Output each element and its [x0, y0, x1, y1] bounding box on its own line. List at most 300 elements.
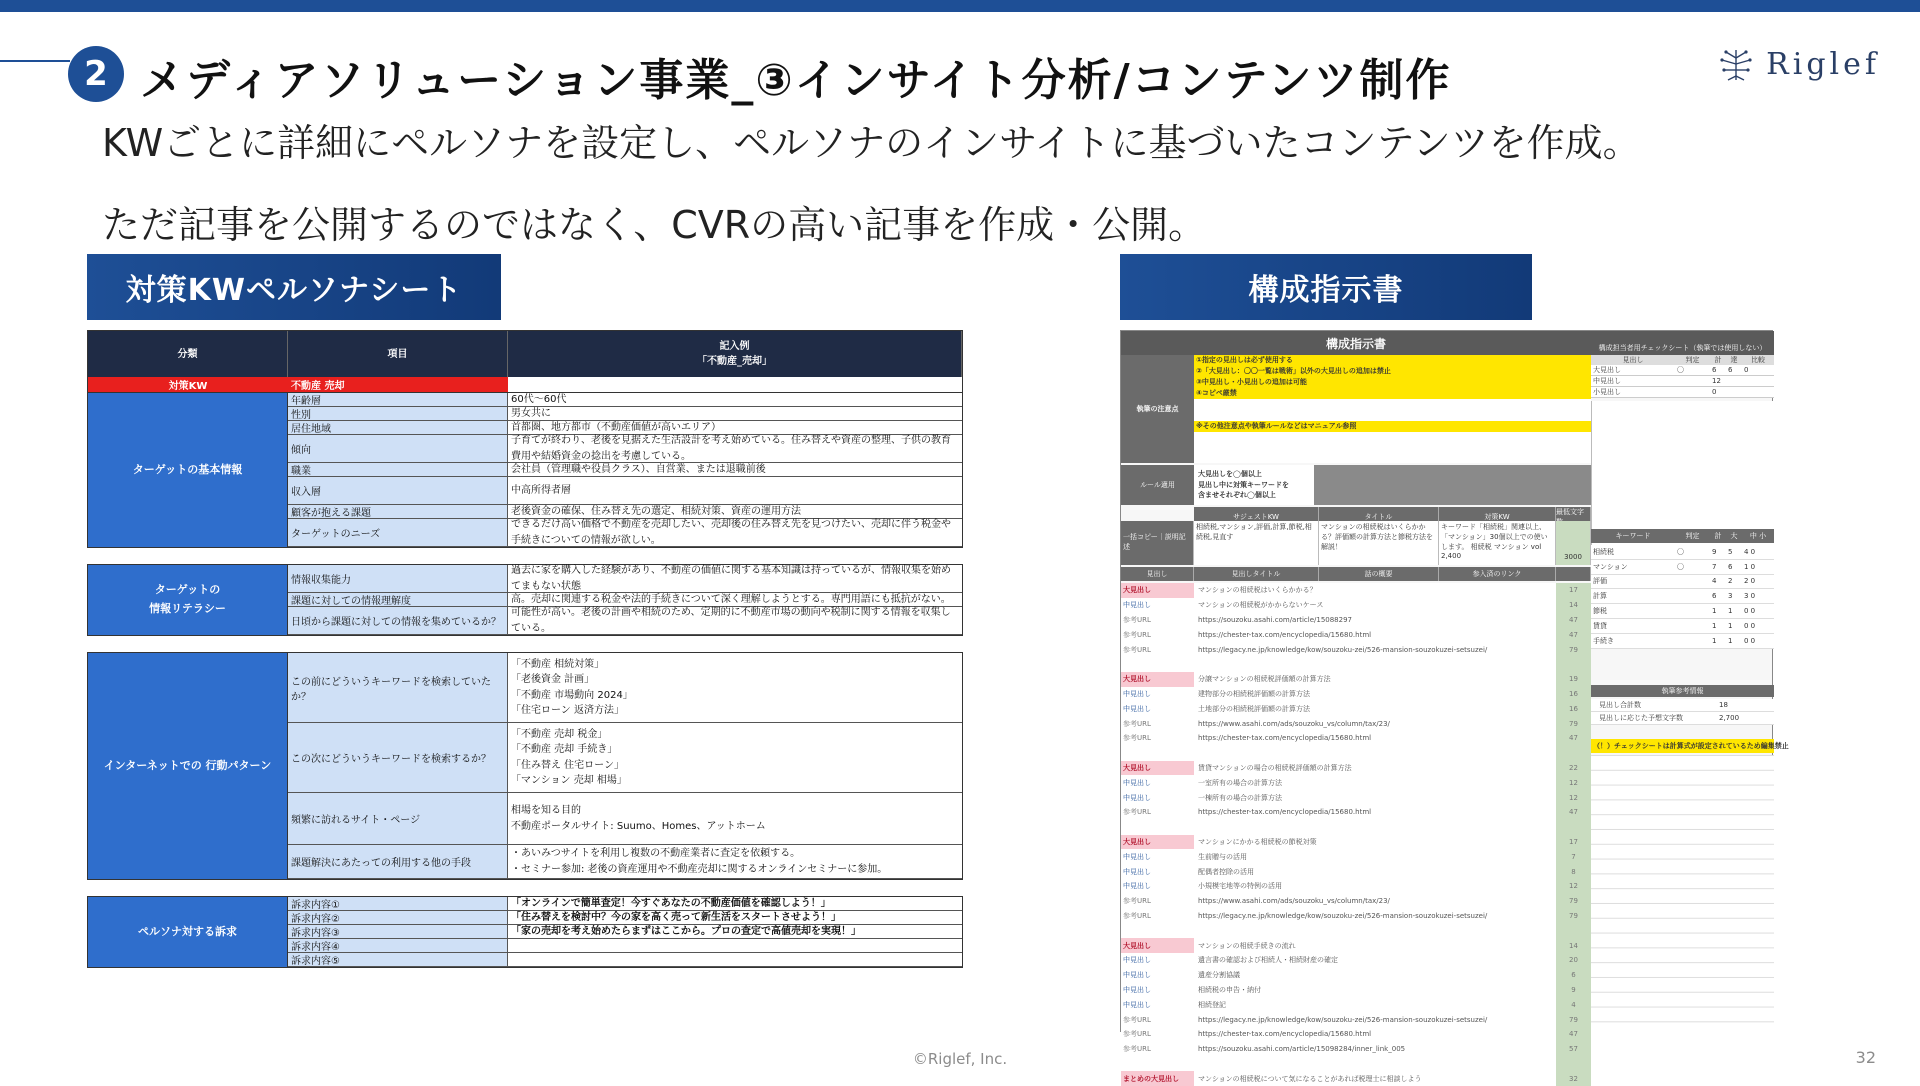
copyright-footer: ©Riglef, Inc.: [912, 1050, 1008, 1068]
outline-text: https://chester-tax.com/encyclopedia/15680.html: [1198, 1030, 1372, 1039]
rule-label: ルール適用: [1121, 465, 1194, 505]
rule-block: [1121, 465, 1591, 505]
outline-header: 参入済のリンク: [1439, 567, 1556, 581]
header-example: 記入例 「不動産_売却」: [508, 331, 962, 377]
outline-label: 中見出し: [1123, 689, 1151, 698]
note-line: ※その他注意点や執筆ルールなどはマニュアル参照: [1194, 421, 1591, 432]
composition-title: 構成指示書: [1121, 331, 1591, 355]
check-cell: 〇: [1677, 366, 1684, 374]
check-header: 比較: [1751, 356, 1765, 364]
outline-label: 参考URL: [1123, 1030, 1151, 1039]
outline-row: [1121, 849, 1591, 864]
notes-list: [1194, 355, 1591, 463]
section-number-badge: 2: [68, 46, 124, 102]
keyword-check-header: [1591, 529, 1774, 543]
category-cell: ペルソナ対する訴求: [88, 897, 288, 967]
target-kw-label: 対策KW: [88, 377, 288, 392]
value-cell: 60代〜60代: [508, 393, 962, 407]
check-cell: 12: [1712, 377, 1721, 385]
outline-count: 79: [1556, 642, 1591, 657]
check-cell: [1742, 387, 1774, 397]
check-row: [1591, 376, 1774, 387]
outline-count: 14: [1556, 938, 1591, 953]
keyword-check-cell: [1675, 634, 1710, 648]
kw-header: タイトル: [1319, 507, 1439, 527]
riglef-logo: [1716, 44, 1880, 84]
outline-text: https://legacy.ne.jp/knowledge/kow/souzoku-zei/526-mansion-souzokuzei-setsuzei/: [1198, 911, 1488, 920]
rule-text: [1194, 465, 1314, 505]
item-cell: 訴求内容⑤: [288, 953, 508, 967]
outline-row: [1121, 761, 1591, 776]
outline-row: [1121, 701, 1591, 716]
check-cell: 0: [1744, 366, 1749, 374]
note-line: ③中見出し・小見出しの追加は可能: [1194, 377, 1591, 388]
check-header: 判定: [1685, 356, 1700, 364]
article-title: マンションの相続税はいくらかかる？評価額の計算方法と節税方法を解説！: [1319, 521, 1439, 565]
rule-line: 含ませそれぞれ◯個以上: [1198, 491, 1276, 500]
category-cell: ターゲットの 情報リテラシー: [88, 565, 288, 635]
outline-count: 47: [1556, 627, 1591, 642]
checksheet-header: [1591, 355, 1774, 365]
outline-text: 相続登記: [1198, 1000, 1226, 1009]
keyword-check-cell: 1: [1728, 621, 1733, 630]
reference-label: 見出し合計数: [1599, 701, 1641, 709]
outline-row: [1121, 716, 1591, 731]
value-cell: 会社員（管理職や役員クラス）、自営業、または退職前後: [508, 463, 962, 477]
outline-count: 22: [1556, 761, 1591, 776]
check-header: 達: [1730, 356, 1738, 364]
outline-count: 16: [1556, 701, 1591, 716]
outline-count: 47: [1556, 805, 1591, 820]
kw-row: [1121, 521, 1591, 565]
keyword-check-row: [1591, 589, 1774, 604]
outline-count: 7: [1556, 849, 1591, 864]
keyword-check-cell: 手続き: [1593, 636, 1614, 645]
title-accent-line: [0, 60, 70, 62]
slide-title: メディアソリューション事業_③インサイト分析/コンテンツ制作: [140, 55, 1452, 106]
page-number: 32: [1855, 1048, 1876, 1067]
outline-label: まとめの大見出し: [1121, 1071, 1194, 1086]
outline-row: [1121, 687, 1591, 702]
kw-check-header: 大: [1730, 532, 1738, 540]
check-cell: [1742, 376, 1774, 386]
outline-label: 中見出し: [1123, 971, 1151, 980]
outline-label: 参考URL: [1123, 719, 1151, 728]
rule-filler: [1314, 465, 1591, 505]
value-cell: 高。売却に関連する税金や法的手続きについて深く理解しようとする。専門用語にも抵抗がない。: [508, 593, 962, 607]
edit-warning: （！）チェックシートは計算式が設定されているため編集禁止: [1591, 739, 1774, 753]
keyword-check-cell: 1: [1712, 621, 1717, 630]
outline-label: 中見出し: [1123, 956, 1151, 965]
target-kw: キーワード「相続税」関連以上、「マンション」30個以上での使いします。 相続税 マンション vol 2,400: [1439, 521, 1556, 565]
outline-count: 17: [1556, 583, 1591, 598]
outline-text: 賃貸マンションの場合の相続税評価額の計算方法: [1198, 763, 1352, 772]
persona-sheet-tab: 対策KWペルソナシート: [87, 254, 501, 320]
keyword-check-cell: 6: [1712, 592, 1717, 601]
outline-text: マンションの相続税について気になることがあれば税理士に相談しよう: [1198, 1074, 1422, 1083]
keyword-check-cell: [1675, 604, 1710, 618]
reference-value: 18: [1719, 701, 1728, 709]
reference-row: [1591, 712, 1774, 725]
outline-row: [1121, 598, 1591, 613]
keyword-check-cell: 節税: [1593, 607, 1607, 616]
outline-text: 建物部分の相続税評価額の計算方法: [1198, 689, 1310, 698]
outline-header: 見出し: [1121, 567, 1194, 581]
outline-count: 79: [1556, 716, 1591, 731]
outline-count: 4: [1556, 997, 1591, 1012]
outline-text: 分譲マンションの相続税評価額の計算方法: [1198, 675, 1331, 684]
outline-count: 47: [1556, 1027, 1591, 1042]
value-line: ・あいみつサイトを利用し複数の不動産業者に査定を依頼する。: [511, 848, 801, 859]
outline-count: 57: [1556, 1042, 1591, 1057]
outline-header: [1556, 567, 1591, 581]
outline-row: [1121, 938, 1591, 953]
note-line: ④コピペ厳禁: [1194, 388, 1591, 399]
outline-row: [1121, 657, 1591, 672]
outline-count: 17: [1556, 835, 1591, 850]
outline-count: 9: [1556, 983, 1591, 998]
outline-label: [1121, 923, 1194, 938]
outline-label: 中見出し: [1123, 867, 1151, 876]
outline-row: [1121, 923, 1591, 938]
outline-row: [1121, 731, 1591, 746]
reference-header: 執筆参考情報: [1591, 685, 1774, 697]
outline-text: https://legacy.ne.jp/knowledge/kow/souzoku-zei/526-mansion-souzokuzei-setsuzei/: [1198, 1015, 1488, 1024]
outline-label: 大見出し: [1121, 761, 1194, 776]
outline-label: 中見出し: [1123, 985, 1151, 994]
composition-sheet: [1120, 330, 1789, 1083]
outline-text: [1194, 820, 1556, 835]
kw-header-row: [1194, 507, 1591, 521]
value-cell: 老後資金の確保、住み替え先の選定、相続対策、資産の運用方法: [508, 505, 962, 519]
outline-text: 一棟所有の場合の計算方法: [1198, 793, 1282, 802]
rule-line: 見出し中に対策キーワードを: [1198, 480, 1289, 489]
outline-count: [1556, 923, 1591, 938]
value-line: 「老後資金 計画」: [511, 674, 595, 685]
outline-row: [1121, 835, 1591, 850]
outline-count: 32: [1556, 1071, 1591, 1086]
item-cell: 居住地域: [288, 421, 508, 435]
composition-sheet-tab: 構成指示書: [1120, 254, 1532, 320]
literacy-block: [87, 564, 963, 636]
item-cell: 顧客が抱える課題: [288, 505, 508, 519]
outline-text: https://www.asahi.com/ads/souzoku_vs/column/tax/23/: [1198, 897, 1390, 906]
value-line: 「不動産 相続対策」: [511, 658, 605, 670]
check-cell: 6: [1728, 366, 1733, 374]
value-line: 「住み替え 住宅ローン」: [511, 759, 624, 771]
keyword-check-cell: 4 0: [1744, 547, 1756, 556]
outline-label: 大見出し: [1121, 938, 1194, 953]
keyword-check-cell: マンション: [1593, 562, 1628, 571]
note-line: [1194, 399, 1591, 410]
outline-label: 参考URL: [1123, 911, 1151, 920]
item-cell: 課題解決にあたっての利用する他の手段: [288, 845, 508, 879]
outline-label: 中見出し: [1123, 778, 1151, 787]
value-cell: [508, 723, 962, 793]
value-cell: [508, 653, 962, 723]
check-cell: 0: [1712, 388, 1717, 396]
keyword-check-cell: 0 0: [1744, 621, 1756, 630]
value-cell: 男女共に: [508, 407, 962, 421]
outline-label: [1121, 746, 1194, 761]
value-cell: できるだけ高い価格で不動産を売却したい、売却後の住み替え先を見つけたい、売却に伴う税金や手続きについての情報が欲しい。: [508, 519, 962, 547]
item-cell: 頻繁に訪れるサイト・ページ: [288, 793, 508, 845]
reference-row: [1591, 699, 1774, 712]
outline-text: マンションの相続税がかからないケース: [1198, 601, 1324, 610]
writing-notes: [1121, 355, 1591, 463]
outline-header: 見出しタイトル: [1194, 567, 1319, 581]
outline-row: [1121, 672, 1591, 687]
keyword-check-cell: 相続税: [1593, 547, 1614, 556]
keyword-check-cell: 評価: [1593, 577, 1607, 586]
keyword-check-cell: 7: [1712, 562, 1717, 571]
value-line: 「不動産 売却 税金」: [511, 728, 608, 740]
outline-header: 話の概要: [1319, 567, 1439, 581]
check-cell: 大見出し: [1593, 366, 1621, 374]
outline-text: 小規模宅地等の特例の活用: [1198, 882, 1282, 891]
value-cell: 過去に家を購入した経験があり、不動産の価値に関する基本知識は持っているが、情報収集を始めてまもない状態: [508, 565, 962, 593]
keyword-check-cell: 3: [1728, 592, 1733, 601]
check-cell: 中見出し: [1593, 377, 1621, 385]
keyword-check-cell: 9: [1712, 547, 1717, 556]
value-line: 「不動産 市場動向 2024」: [511, 689, 633, 701]
outline-text: [1194, 746, 1556, 761]
outline-header-row: [1121, 567, 1591, 581]
outline-label: 中見出し: [1123, 793, 1151, 802]
suggest-kw: 相続税,マンション,評価,計算,節税,相続税,見直す: [1194, 521, 1319, 565]
item-cell: 情報収集能力: [288, 565, 508, 593]
item-cell: 課題に対しての情報理解度: [288, 593, 508, 607]
outline-text: マンションの相続手続きの流れ: [1198, 941, 1296, 950]
value-line: 「マンション 売却 相場」: [511, 775, 627, 786]
check-cell: [1675, 387, 1710, 397]
outline-text: [1194, 923, 1556, 938]
item-cell: 性別: [288, 407, 508, 421]
outline-count: 12: [1556, 879, 1591, 894]
check-cell: [1726, 376, 1742, 386]
keyword-check-cell: 〇: [1677, 562, 1684, 571]
outline-label: 参考URL: [1123, 1015, 1151, 1024]
outline-count: 8: [1556, 864, 1591, 879]
outline-row: [1121, 642, 1591, 657]
basic-info-block: [87, 393, 963, 548]
category-cell: ターゲットの基本情報: [88, 393, 288, 547]
check-header: 見出し: [1622, 356, 1644, 364]
keyword-check-cell: 1 0: [1744, 562, 1756, 571]
outline-text: https://www.asahi.com/ads/souzoku_vs/column/tax/23/: [1198, 719, 1390, 728]
outline-count: [1556, 657, 1591, 672]
keyword-check-rows: [1591, 545, 1774, 649]
outline-row: [1121, 879, 1591, 894]
outline-label: 参考URL: [1123, 630, 1151, 639]
kw-check-header: 判定: [1685, 532, 1700, 540]
outline-text: 生前贈与の活用: [1198, 852, 1247, 861]
keyword-check-cell: 〇: [1677, 547, 1684, 556]
keyword-check-cell: 2: [1728, 577, 1733, 586]
keyword-check-cell: 2 0: [1744, 577, 1756, 586]
outline-label: 大見出し: [1121, 672, 1194, 687]
top-accent-bar: [0, 0, 1920, 12]
outline-row: [1121, 583, 1591, 598]
appeal-block: [87, 896, 963, 968]
outline-label: 参考URL: [1123, 808, 1151, 817]
outline-row: [1121, 613, 1591, 628]
keyword-check-cell: 1: [1712, 636, 1717, 645]
check-row: [1591, 365, 1774, 376]
outline-label: [1121, 820, 1194, 835]
keyword-check-row: [1591, 634, 1774, 649]
outline-row: [1121, 909, 1591, 924]
item-cell: この前にどういうキーワードを検索していたか？: [288, 653, 508, 723]
check-cell: 6: [1712, 366, 1717, 374]
check-row: [1591, 387, 1774, 398]
outline-count: [1556, 820, 1591, 835]
lead-text-2: ただ記事を公開するのではなく、CVRの高い記事を作成・公開。: [102, 203, 1207, 247]
outline-label: 参考URL: [1123, 897, 1151, 906]
item-cell: ターゲットのニーズ: [288, 519, 508, 547]
outline-label: 参考URL: [1123, 734, 1151, 743]
keyword-check-cell: 計算: [1593, 592, 1607, 601]
kw-header: 最低文字: [1556, 507, 1591, 527]
outline-count: 20: [1556, 953, 1591, 968]
value-cell: 「住み替えを検討中？今の家を高く売って新生活をスタートさせよう！」: [508, 911, 962, 925]
keyword-check-cell: 0 0: [1744, 607, 1756, 616]
check-header: 計: [1714, 356, 1722, 364]
outline-row: [1121, 1071, 1591, 1086]
keyword-check-cell: 5: [1728, 547, 1733, 556]
keyword-check-cell: 4: [1712, 577, 1717, 586]
logo-text: Riglef: [1766, 46, 1880, 82]
outline-count: 47: [1556, 613, 1591, 628]
keyword-check-cell: [1675, 619, 1710, 633]
value-line: ・セミナー参加: 老後の資産運用や不動産売却に関するオンラインセミナーに参加。: [511, 863, 888, 875]
item-cell: 収入層: [288, 477, 508, 505]
target-kw-value: 不動産 売却: [288, 377, 508, 392]
outline-row: [1121, 790, 1591, 805]
value-line: 「不動産 売却 手続き」: [511, 744, 618, 755]
outline-label: 中見出し: [1123, 1000, 1151, 1009]
item-cell: 年齢層: [288, 393, 508, 407]
outline-count: 6: [1556, 968, 1591, 983]
outline-text: [1194, 657, 1556, 672]
value-cell: [508, 939, 962, 953]
outline-text: マンションの相続税はいくらかかる？: [1198, 586, 1317, 595]
outline-text: 一室所有の場合の計算方法: [1198, 778, 1282, 787]
outline-row: [1121, 1027, 1591, 1042]
outline-label: 参考URL: [1123, 1045, 1151, 1054]
kw-row-label: 一括コピー｜説明記述: [1121, 521, 1194, 565]
outline-label: 中見出し: [1123, 704, 1151, 713]
item-cell: 訴求内容④: [288, 939, 508, 953]
outline-row: [1121, 775, 1591, 790]
behavior-block: [87, 652, 963, 880]
keyword-check-cell: [1675, 575, 1710, 589]
keyword-check-cell: [1675, 589, 1710, 603]
outline-count: 47: [1556, 731, 1591, 746]
outline-label: [1121, 657, 1194, 672]
outline-text: 遺言書の確認および相続人・相続財産の確定: [1198, 956, 1338, 965]
kw-check-header: 計: [1714, 532, 1722, 540]
keyword-check-cell: 6: [1728, 562, 1733, 571]
kw-check-header: キーワード: [1615, 532, 1651, 540]
outline-row: [1121, 968, 1591, 983]
category-cell: インターネットでの 行動パターン: [88, 653, 288, 879]
item-cell: 日頃から課題に対しての情報を集めているか？: [288, 607, 508, 635]
reference-label: 見出しに応じた予想文字数: [1599, 714, 1683, 722]
value-cell: 子育てが終わり、老後を見据えた生活設計を考え始めている。住み替えや資産の整理、子供の教育費用や結婚資金の捻出を考慮している。: [508, 435, 962, 463]
outline-row: [1121, 820, 1591, 835]
persona-sheet: [87, 330, 963, 984]
keyword-check-row: [1591, 575, 1774, 590]
item-cell: 職業: [288, 463, 508, 477]
item-cell: 訴求内容②: [288, 911, 508, 925]
outline-row: [1121, 864, 1591, 879]
checksheet-grid: [1591, 755, 1774, 1033]
outline-count: 16: [1556, 687, 1591, 702]
outline-count: 79: [1556, 894, 1591, 909]
item-cell: この次にどういうキーワードを検索するか？: [288, 723, 508, 793]
outline-text: マンションにかかる相続税の節税対策: [1198, 837, 1317, 846]
kw-header: 対策KW: [1439, 507, 1556, 527]
outline-text: 土地部分の相続税評価額の計算方法: [1198, 704, 1310, 713]
outline-count: 79: [1556, 909, 1591, 924]
outline-row: [1121, 997, 1591, 1012]
check-cell: [1726, 387, 1742, 397]
keyword-check-cell: 1: [1728, 607, 1733, 616]
kw-check-header: 中 小: [1749, 532, 1767, 540]
value-line: 相場を知る目的: [511, 805, 581, 816]
reference-value: 2,700: [1719, 714, 1740, 722]
outline-count: 14: [1556, 598, 1591, 613]
outline-label: 大見出し: [1121, 835, 1194, 850]
outline-row: [1121, 894, 1591, 909]
outline-label: 参考URL: [1123, 615, 1151, 624]
value-cell: [508, 845, 962, 879]
value-cell: [508, 953, 962, 967]
outline-text: https://souzoku.asahi.com/article/15088297: [1198, 615, 1352, 624]
outline-label: 中見出し: [1123, 601, 1151, 610]
outline-text: https://chester-tax.com/encyclopedia/15680.html: [1198, 808, 1372, 817]
outline-text: https://chester-tax.com/encyclopedia/15680.html: [1198, 630, 1372, 639]
note-line: ②「大見出し：〇〇一覧は戦術」以外の大見出しの追加は禁止: [1194, 366, 1591, 377]
value-cell: 可能性が高い。老後の計画や相続のため、定期的に不動産市場の動向や税制に関する情報を収集している。: [508, 607, 962, 635]
value-cell: 「家の売却を考え始めたらまずはここから。プロの査定で高値売却を実現！」: [508, 925, 962, 939]
outline-row: [1121, 983, 1591, 998]
outline-row: [1121, 805, 1591, 820]
outline-count: 12: [1556, 790, 1591, 805]
keyword-check-row: [1591, 619, 1774, 634]
outline-row: [1121, 1012, 1591, 1027]
keyword-check-row: [1591, 545, 1774, 560]
outline-count: 12: [1556, 775, 1591, 790]
item-cell: 訴求内容③: [288, 925, 508, 939]
checksheet-rows: [1591, 365, 1774, 398]
note-line: [1194, 410, 1591, 421]
outline-text: https://legacy.ne.jp/knowledge/kow/souzoku-zei/526-mansion-souzokuzei-setsuzei/: [1198, 645, 1488, 654]
note-line: ①指定の見出しは必ず使用する: [1194, 355, 1591, 366]
keyword-check-cell: 1: [1728, 636, 1733, 645]
value-cell: 首都圏、地方都市（不動産価値が高いエリア）: [508, 421, 962, 435]
outline-row: [1121, 953, 1591, 968]
persona-header: [87, 330, 963, 377]
keyword-check-cell: 1: [1712, 607, 1717, 616]
keyword-check-row: [1591, 560, 1774, 575]
value-cell: [508, 793, 962, 845]
lead-text-1: KWごとに詳細にペルソナを設定し、ペルソナのインサイトに基づいたコンテンツを作成。: [102, 121, 1641, 165]
header-category: 分類: [88, 331, 288, 377]
outline-text: 相続税の申告・納付: [1198, 985, 1261, 994]
kw-header: サジェストKW: [1194, 507, 1319, 527]
